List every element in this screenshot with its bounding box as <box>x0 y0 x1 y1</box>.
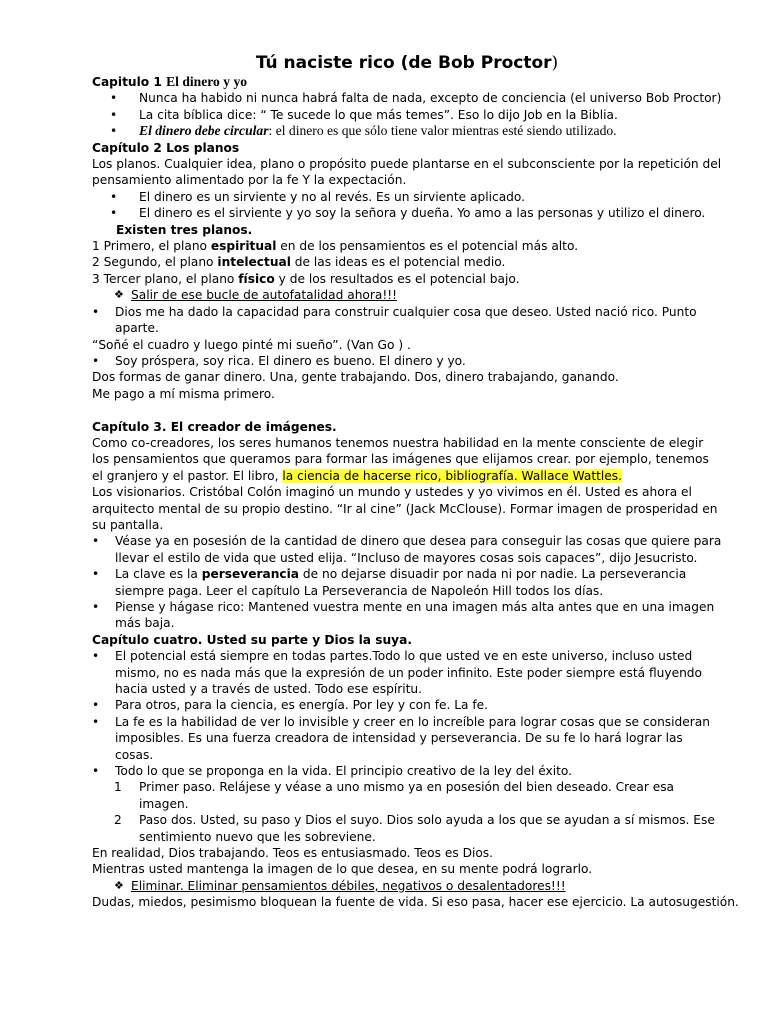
bullet-icon: • <box>92 534 100 549</box>
bullet-icon: • <box>110 206 118 221</box>
list-item: • La fe es la habilidad de ver lo invisible y creer en lo increíble para lograr cosas que se consideran imposibles. Es una fuerza creadora de intensidad y perseverancia. De su fe lo hará lograr las cosas. <box>92 714 710 762</box>
bullet-icon: • <box>110 91 118 106</box>
paragraph: En realidad, Dios trabajando. Teos es entusiasmado. Teos es Dios. <box>92 846 494 861</box>
list-item: • Soy próspera, soy rica. El dinero es bueno. El dinero y yo. <box>92 353 466 368</box>
list-item: • El dinero es el sirviente y yo soy la señora y dueña. Yo amo a las personas y utilizo el dinero. <box>110 206 706 221</box>
list-item: ❖ Eliminar. Eliminar pensamientos débiles, negativos o desalentadores!!! <box>114 878 566 893</box>
chapter-3-heading: Capítulo 3. El creador de imágenes. <box>92 419 337 434</box>
bullet-icon: • <box>110 189 118 204</box>
list-item: • Piense y hágase rico: Mantened vuestra mente en una imagen más alta antes que en una imagen más baja. <box>92 599 715 631</box>
paragraph: 3 Tercer plano, el plano físico y de los resultados es el potencial bajo. <box>92 271 520 286</box>
paragraph: Me pago a mí misma primero. <box>92 386 275 401</box>
paragraph: Dudas, miedos, pesimismo bloquean la fuente de vida. Si eso pasa, hacer ese ejercicio. La autosugestión. <box>92 895 739 910</box>
paragraph: Mientras usted mantenga la imagen de lo que desea, en su mente podrá lograrlo. <box>92 862 593 877</box>
paragraph: Como co-creadores, los seres humanos tenemos nuestra habilidad en la mente consciente de elegir los pensamientos que queramos para formar las imágenes que elijamos crear. por ejemplo, tenemos el granjero y el pastor. El libro, la ciencia de hacerse rico, bibliografía. Wallace Wattles. <box>92 435 709 483</box>
document-title: Tú naciste rico (de Bob Proctor) <box>255 53 559 73</box>
spacer <box>92 402 722 418</box>
list-item: • Todo lo que se proponga en la vida. El principio creativo de la ley del éxito. <box>92 764 573 779</box>
subheading: Existen tres planos. <box>116 222 253 237</box>
list-item: ❖ Salir de ese bucle de autofatalidad ahora!!! <box>114 288 398 303</box>
paragraph: Dos formas de ganar dinero. Una, gente trabajando. Dos, dinero trabajando, ganando. <box>92 370 619 385</box>
bullet-icon: • <box>92 304 100 319</box>
bullet-icon: • <box>92 764 100 779</box>
bullet-icon: • <box>110 107 118 122</box>
diamond-bullet-icon: ❖ <box>114 878 124 892</box>
list-item: • La cita bíblica dice: “ Te sucede lo que más temes”. Eso lo dijo Job en la Biblia. <box>110 107 618 122</box>
chapter-4-heading: Capítulo cuatro. Usted su parte y Dios la suya. <box>92 632 412 647</box>
list-item: • Dios me ha dado la capacidad para construir cualquier cosa que deseo. Usted nació rico. Punto aparte. <box>92 304 697 336</box>
list-item: • El dinero es un sirviente y no al revés. Es un sirviente aplicado. <box>110 189 526 204</box>
highlighted-text: la ciencia de hacerse rico, bibliografía. Wallace Wattles. <box>282 468 623 483</box>
paragraph: 2 Segundo, el plano intelectual de las ideas es el potencial medio. <box>92 255 506 270</box>
paragraph: Los planos. Cualquier idea, plano o propósito puede plantarse en el subconsciente por la repetición del pensamiento alimentado por la fe Y la expectación. <box>92 157 722 188</box>
diamond-bullet-icon: ❖ <box>114 288 124 302</box>
list-item: • La clave es la perseverancia de no dejarse disuadir por nada ni por nadie. La perseverancia siempre paga. Leer el capítulo La Perseverancia de Napoleón Hill todos los días. <box>92 567 687 598</box>
document-page <box>92 52 739 911</box>
list-item: • Para otros, para la ciencia, es energía. Por ley y con fe. La fe. <box>92 698 489 713</box>
numbered-item: 1 Primer paso. Relájese y véase a uno mismo ya en posesión del bien deseado. Crear esa imagen. <box>114 780 675 811</box>
bullet-icon: • <box>92 353 100 368</box>
list-item: • Nunca ha habido ni nunca habrá falta de nada, excepto de conciencia (el universo Bob Proctor) <box>110 91 722 106</box>
numbered-item: 2 Paso dos. Usted, su paso y Dios el suyo. Dios solo ayuda a los que se ayudan a sí mismos. Ese sentimiento nuevo que les sobreviene. <box>114 813 715 844</box>
list-item: • El dinero debe circular: el dinero es que sólo tiene valor mientras esté siendo utilizado. <box>110 123 617 139</box>
paragraph: Los visionarios. Cristóbal Colón imaginó un mundo y ustedes y yo vivimos en él. Usted es ahora el arquitecto mental de su propio destino. “Ir al cine” (Jack McClouse). Formar imagen de prosperidad en su pantalla. <box>92 485 718 532</box>
bullet-icon: • <box>92 698 100 713</box>
bullet-icon: • <box>92 599 100 614</box>
quote: “Soñé el cuadro y luego pinté mi sueño”. (Van Go ) . <box>92 337 411 352</box>
list-item: • El potencial está siempre en todas partes.Todo lo que usted ve en este universo, incluso usted mismo, no es nada más que la expresión de un poder infinito. Este poder siempre está fluyendo hacia usted y a través de usted. Todo ese espíritu. <box>92 649 702 697</box>
paragraph: 1 Primero, el plano espiritual en de los pensamientos es el potencial más alto. <box>92 239 579 254</box>
list-item: • Véase ya en posesión de la cantidad de dinero que desea para conseguir las cosas que quiere para llevar el estilo de vida que usted elija. “Incluso de mayores cosas sois capaces”, dijo Jesucristo. <box>92 534 722 565</box>
bullet-icon: • <box>110 124 118 139</box>
chapter-2-heading: Capítulo 2 Los planos <box>92 140 240 155</box>
chapter-1-heading: Capitulo 1 El dinero y yo <box>92 74 248 89</box>
bullet-icon: • <box>92 567 100 582</box>
bullet-icon: • <box>92 714 100 729</box>
bullet-icon: • <box>92 649 100 664</box>
